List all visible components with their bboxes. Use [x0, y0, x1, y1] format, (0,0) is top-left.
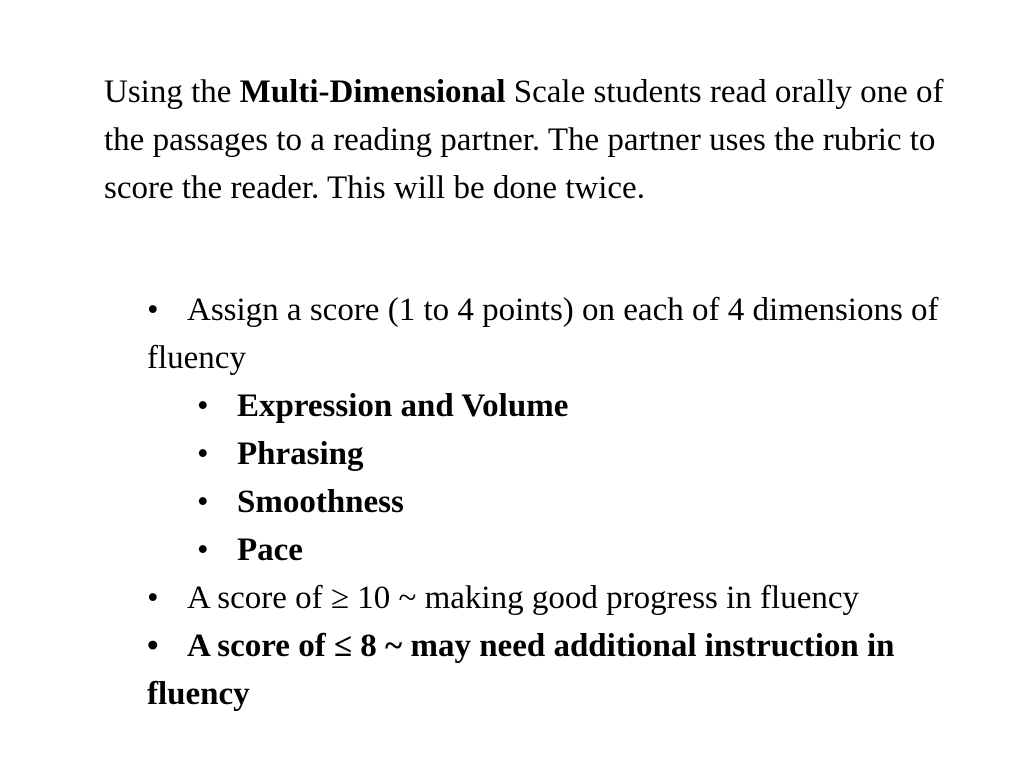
intro-suffix: Scale students read orally one of the passages to a reading partner. The partner uses the rubric to score the reader. This will be done twice. [104, 74, 944, 206]
bullet-marker: • [197, 484, 209, 520]
dimension-item-pace [197, 526, 947, 574]
dimension-label: Pace [237, 532, 303, 568]
bullet-low-score [147, 622, 947, 718]
bullet-low-score-text: A score of ≤ 8 ~ may need additional instruction in fluency [147, 628, 895, 712]
dimension-item-smoothness [197, 478, 947, 526]
intro-paragraph [104, 68, 984, 212]
dimension-item-phrasing [197, 430, 947, 478]
bullet-list [147, 286, 947, 718]
bullet-assign-score-text: Assign a score (1 to 4 points) on each of 4 dimensions of fluency [147, 292, 939, 376]
bullet-good-score-text: A score of ≥ 10 ~ making good progress in fluency [187, 580, 860, 616]
bullet-marker: • [197, 436, 209, 472]
bullet-marker: • [197, 388, 209, 424]
bullet-marker: • [197, 532, 209, 568]
dimension-item-expression-volume [197, 382, 947, 430]
intro-emphasis: Multi-Dimensional [239, 74, 506, 110]
dimension-label: Smoothness [237, 484, 404, 520]
dimension-label: Phrasing [237, 436, 364, 472]
dimension-label: Expression and Volume [237, 388, 569, 424]
bullet-marker: • [147, 292, 159, 328]
dimension-list [147, 382, 947, 574]
bullet-marker: • [147, 580, 159, 616]
bullet-assign-score [147, 286, 947, 574]
bullet-marker: • [147, 628, 159, 664]
intro-prefix: Using the [104, 74, 240, 110]
bullet-good-score [147, 574, 947, 622]
